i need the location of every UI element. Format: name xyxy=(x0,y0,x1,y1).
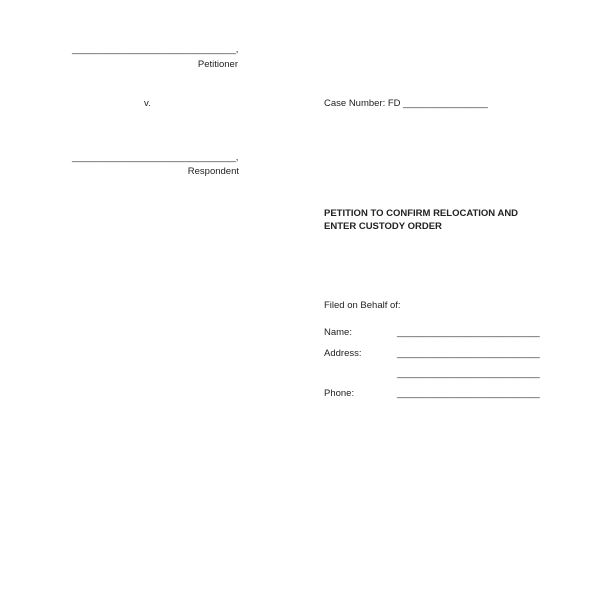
petitioner-name-blank: _______________________________, xyxy=(72,44,239,55)
address-label: Address: xyxy=(324,348,362,359)
phone-label: Phone: xyxy=(324,388,355,399)
petitioner-label: Petitioner xyxy=(197,59,238,70)
name-blank: ___________________________ xyxy=(397,327,540,338)
address-blank-1: ___________________________ xyxy=(397,348,540,359)
name-label: Name: xyxy=(324,327,352,338)
versus-text: v. xyxy=(144,98,151,109)
document-title-line-1: PETITION TO CONFIRM RELOCATION AND xyxy=(324,208,519,219)
phone-blank: ___________________________ xyxy=(397,388,540,399)
respondent-label: Respondent xyxy=(187,166,239,177)
address-blank-2: ___________________________ xyxy=(397,368,540,379)
filed-on-behalf-heading: Filed on Behalf of: xyxy=(324,300,401,311)
case-number: Case Number: FD ________________ xyxy=(324,98,488,109)
document-title xyxy=(324,207,534,233)
document-title-line-2: ENTER CUSTODY ORDER xyxy=(324,221,442,232)
respondent-name-blank: _______________________________, xyxy=(72,152,239,163)
